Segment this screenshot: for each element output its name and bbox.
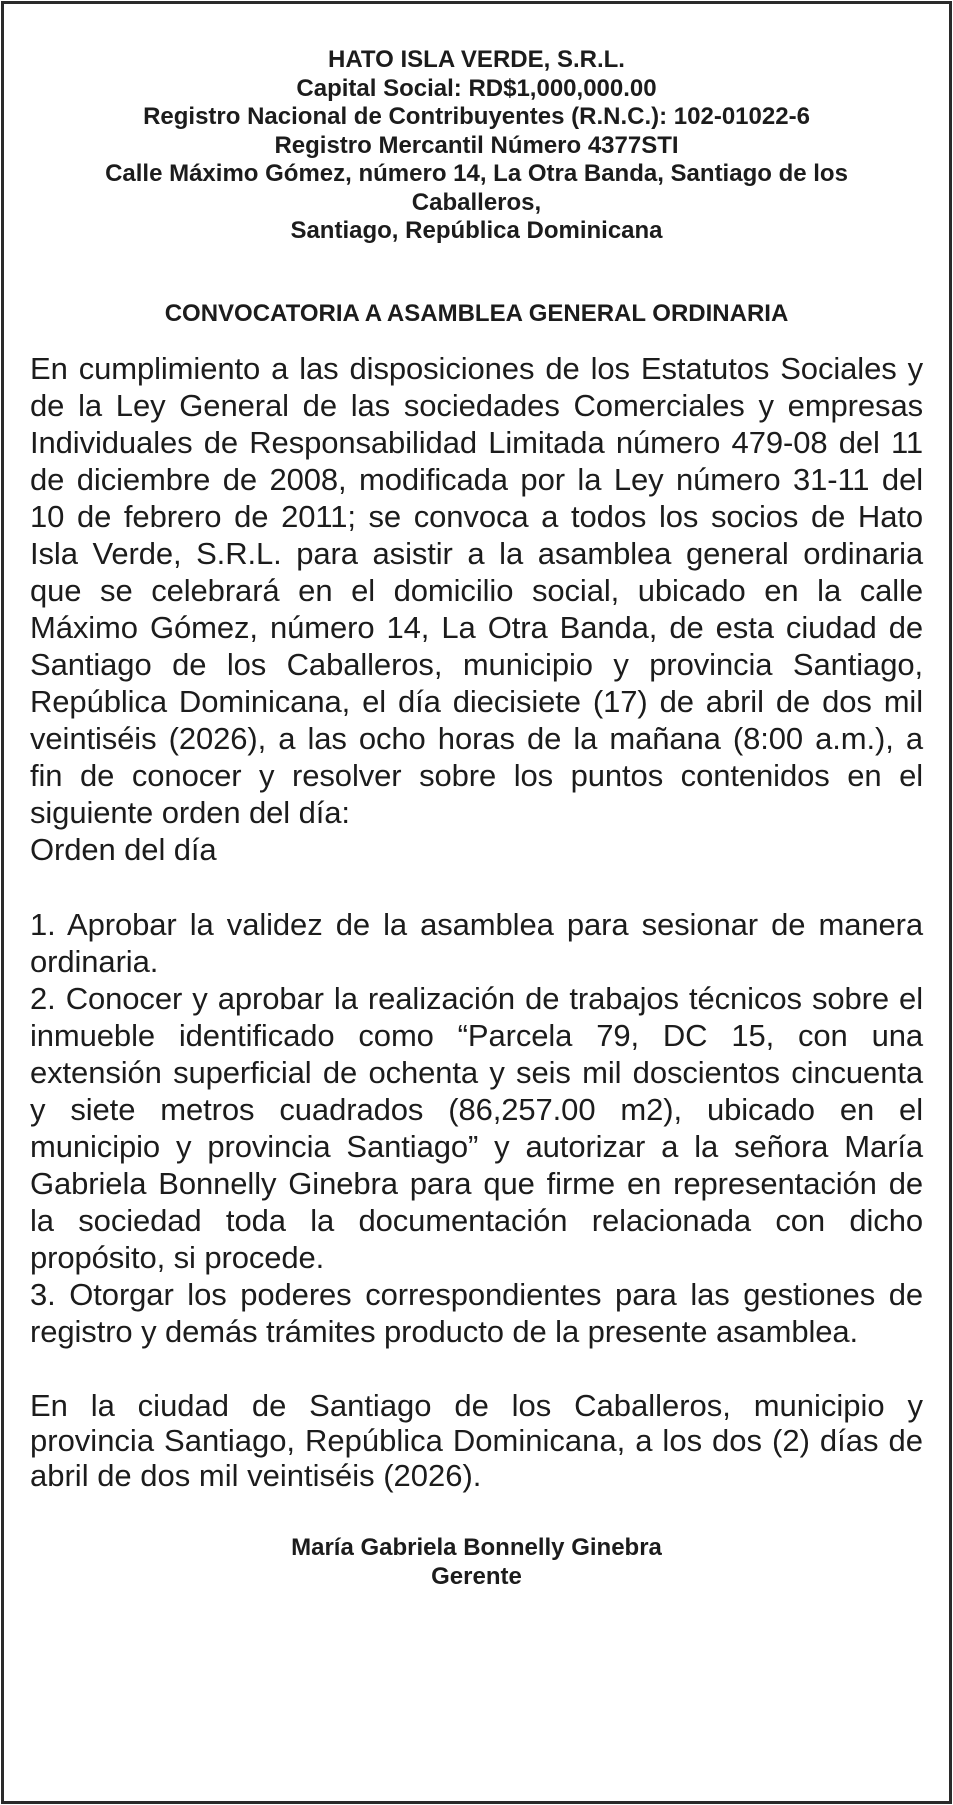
agenda-item: 1. Aprobar la validez de la asamblea para sesionar de manera ordinaria. <box>30 906 923 979</box>
notice-content <box>30 46 923 1591</box>
company-capital: Capital Social: RD$1,000,000.00 <box>296 74 657 102</box>
company-rnc: Registro Nacional de Contribuyentes (R.N.C.): 102-01022-6 <box>143 103 810 130</box>
company-address-line1: Calle Máximo Gómez, número 14, La Otra Banda, Santiago de los Caballeros, <box>105 160 848 216</box>
company-address-line2: Santiago, República Dominicana <box>290 217 663 244</box>
intro-paragraph: En cumplimiento a las disposiciones de los Estatutos Sociales y de la Ley General de las sociedades Comerciales y empresas Individuales de Responsabilidad Limitada número 479-08 del 11 de diciembre de 2008, modificada por la Ley número 31-11 del 10 de febrero de 2011; se convoca a todos los socios de Hato Isla Verde, S.R.L. para asistir a la asamblea general ordinaria que se celebrará en el domicilio social, ubicado en la calle Máximo Gómez, número 14, La Otra Banda, de esta ciudad de Santiago de los Caballeros, municipio y provincia Santiago, República Dominicana, el día diecisiete (17) de abril de dos mil veintiséis (2026), a las ocho horas de la mañana (8:00 a.m.), a fin de conocer y resolver sobre los puntos contenidos en el siguiente orden del día: <box>30 350 923 830</box>
agenda-item: 3. Otorgar los poderes correspondientes para las gestiones de registro y demás trámites producto de la presente asamblea. <box>30 1276 923 1349</box>
agenda-item: 2. Conocer y aprobar la realización de trabajos técnicos sobre el inmueble identificado como “Parcela 79, DC 15, con una extensión superficial de ochenta y seis mil doscientos cincuenta y siete metros cuadrados (86,257.00 m2), ubicado en el municipio y provincia Santiago” y autorizar a la señora María Gabriela Bonnelly Ginebra para que firme en representación de la sociedad toda la documentación relacionada con dicho propósito, si procede. <box>30 980 923 1275</box>
signatory-title: Gerente <box>431 1562 522 1590</box>
agenda-spacer <box>30 868 923 906</box>
notice-title: CONVOCATORIA A ASAMBLEA GENERAL ORDINARIA <box>164 299 789 327</box>
company-name: HATO ISLA VERDE, S.R.L. <box>328 46 625 73</box>
signatory-name: María Gabriela Bonnelly Ginebra <box>291 1533 662 1561</box>
company-registro-mercantil: Registro Mercantil Número 4377STI <box>274 131 679 159</box>
notice-body <box>30 350 923 1350</box>
company-header <box>30 46 923 246</box>
agenda-heading: Orden del día <box>30 831 217 867</box>
closing-paragraph: En la ciudad de Santiago de los Caballeros, municipio y provincia Santiago, República Dominicana, a los dos (2) días de abril de dos mil veintiséis (2026). <box>30 1387 923 1493</box>
signature-block <box>30 1533 923 1591</box>
